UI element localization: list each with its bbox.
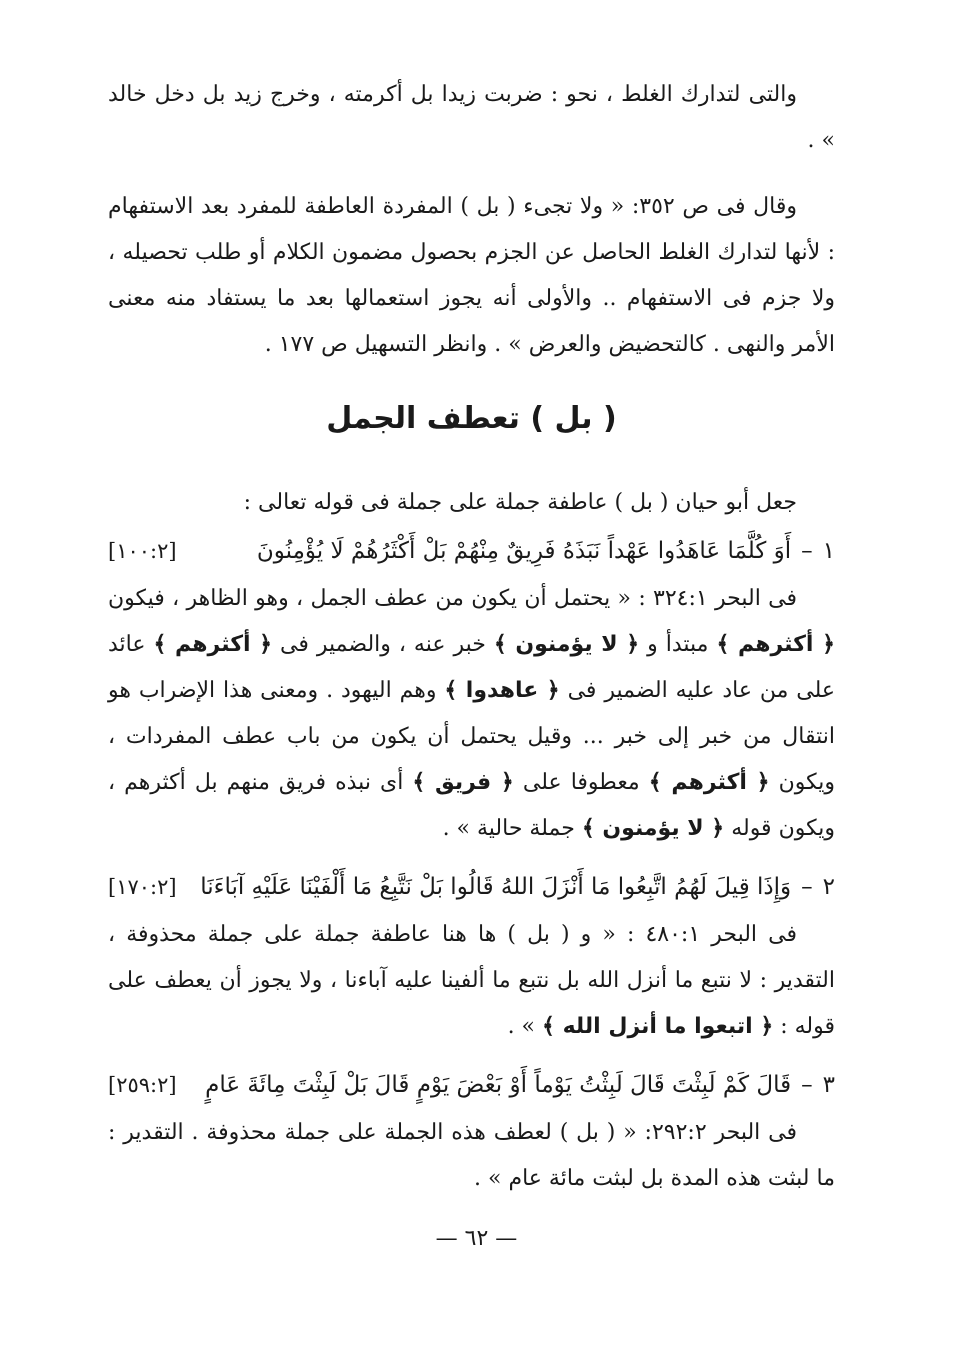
commentary-1-text: عائد على من عاد عليه الضمير فى: [108, 632, 835, 703]
quran-quote: ﴿ أكثرهم ﴾: [153, 632, 273, 657]
quran-quote: ﴿ أكثرهم ﴾: [648, 770, 770, 795]
commentary-1-text: فى البحر ٣٢٤:١ : « يحتمل أن يكون من عطف الجمل ، وهو الظاهر ، فيكون: [108, 586, 797, 611]
verse-1-text: أَوَ كُلَّمَا عَاهَدُوا عَهْداً نَبَذَهُ فَرِيقٌ مِنْهُمْ بَلْ أَكْثَرُهُمْ لَا يُؤْمِنُونَ: [256, 538, 792, 564]
commentary-1-text: وهم اليهود . ومعنى هذا الإضراب هو انتقال من خبر إلى خبر ... وقيل يحتمل أن يكون من باب عطف المفردات ، ويكون: [108, 678, 836, 795]
quran-quote: ﴿ عاهدوا ﴾: [444, 678, 560, 703]
commentary-2-text: فى البحر ٤٨٠:١ : « و ( بل ) ها هنا عاطفة جملة على جملة محذوفة ، التقدير : لا نتبع ما أنزل الله بل نتبع ما ألفينا عليه آباءنا ، ولا يجوز أن يعطف على قوله :: [108, 922, 835, 1039]
commentary-1-text: جملة حالية » .: [442, 816, 582, 841]
verse-1: [108, 526, 835, 576]
quran-quote: ﴿ لا يؤمنون ﴾: [493, 632, 640, 657]
verse-2-dash: –: [801, 874, 813, 900]
verse-2: [108, 862, 835, 912]
commentary-2: [108, 912, 835, 1050]
quran-quote: ﴿ فريق ﴾: [412, 770, 514, 795]
lead-paragraph: جعل أبو حيان ( بل ) عاطفة جملة على جملة فى قوله تعالى :: [243, 490, 797, 515]
verse-3-text: قَالَ كَمْ لَبِثْتَ قَالَ لَبِثْتُ يَوْماً أَوْ بَعْضَ يَوْمٍ قَالَ بَلْ لَبِثْتَ مِائَةَ عَامٍ: [205, 1072, 792, 1098]
verse-3-number: ٣: [822, 1072, 835, 1098]
intro-paragraph-2: وقال فى ص ٣٥٢: « ولا تجىء ( بل ) المفردة العاطفة للمفرد بعد الاستفهام : لأنها لتدارك الغلط الحاصل عن الجزم بحصول مضمون الكلام أو طلب تحصيله ، ولا جزم فى الاستفهام .. والأولى أنه يجوز استعمالها بعد ما يستفاد منه معنى الأمر والنهى . كالتحضيض والعرض » . وانظر التسهيل ص ١٧٧ .: [108, 194, 835, 357]
page-number: — ٦٢ —: [435, 1226, 518, 1251]
commentary-2-text: » .: [507, 1014, 543, 1039]
commentary-1: [108, 576, 835, 852]
commentary-1-text: خبر عنه ، والضمير فى: [272, 632, 494, 657]
verse-2-reference: [١٧٠:٢]: [108, 875, 177, 899]
verse-1-reference: [١٠٠:٢]: [108, 539, 177, 563]
quran-quote: ﴿ اتبعوا ما أنزل الله ﴾: [542, 1014, 774, 1039]
verse-3: [108, 1060, 835, 1110]
quran-quote: ﴿ لا يؤمنون ﴾: [581, 816, 725, 841]
intro-paragraph-1: والتى لتدارك الغلط ، نحو : ضربت زيدا بل أكرمته ، وخرج زيد بل دخل خالد » .: [108, 82, 835, 153]
commentary-3: فى البحر ٢٩٢:٢: « ( بل ) لعطف هذه الجملة على جملة محذوفة . التقدير : ما لبثت هذه المدة بل لبثت مائة عام » .: [108, 1120, 835, 1191]
verse-3-reference: [٢٥٩:٢]: [108, 1073, 177, 1097]
commentary-1-text: أى نبذه فريق منهم بل أكثرهم ، ويكون قوله: [108, 770, 835, 841]
verse-2-number: ٢: [822, 874, 835, 900]
verse-2-text: وَإِذَا قِيلَ لَهُمُ اتَّبِعُوا مَا أَنْزَلَ اللهُ قَالُوا بَلْ نَتَّبِعُ مَا أَلْفَيْنَا عَلَيْهِ آبَاءَنَا: [200, 874, 792, 900]
quran-quote: ﴿ أكثرهم ﴾: [716, 632, 836, 657]
verse-3-dash: –: [801, 1072, 813, 1098]
commentary-1-text: مبتدأ و: [639, 632, 717, 657]
commentary-1-text: معطوفا على: [513, 770, 649, 795]
verse-1-dash: –: [801, 538, 813, 564]
section-heading: ( بل ) تعطف الجمل: [326, 401, 617, 436]
verse-1-number: ١: [822, 538, 835, 564]
